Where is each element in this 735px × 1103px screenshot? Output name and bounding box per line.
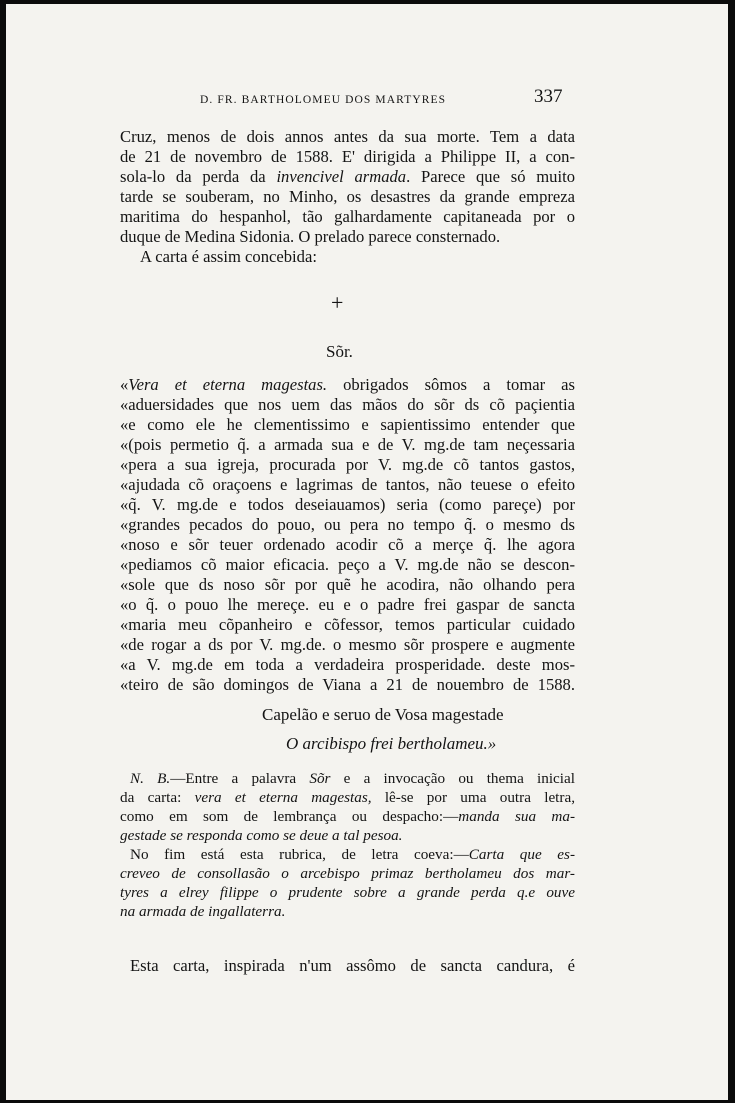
letter-line: «e como ele he clementissimo e sapientissimo entender que [120, 415, 575, 434]
note-text: No fim está esta rubrica, de letra coeva:— [130, 846, 469, 863]
note-italic: Sõr [309, 770, 331, 787]
letter-line: «teiro de são domingos de Viana a 21 de nouembro de 1588. [120, 675, 575, 694]
intro-line: duque de Medina Sidonia. O prelado parece consternado. [120, 227, 501, 246]
letter-signature [286, 734, 496, 754]
note-italic: vera et eterna magestas, [194, 789, 372, 806]
note-line [120, 807, 575, 827]
note-italic: Carta que es- [468, 846, 575, 863]
letter-line: «q̃. V. mg.de e todos deseiauamos) seria (como pareçe) por [120, 495, 575, 514]
letter-line: «maria meu cõpanheiro e cõfessor, temos particular cuidado [120, 615, 575, 634]
signature-text: O arcibispo frei bertholameu.» [286, 734, 497, 753]
note-text: lê-se por uma outra letra, [371, 789, 575, 806]
note-label: N. B. [130, 770, 171, 787]
note-italic: na armada de ingallaterra. [120, 903, 286, 920]
note-text: como em som de lembrança ou despacho:— [120, 808, 459, 825]
note-line [120, 883, 575, 903]
note-italic: creveo de consollasão o arcebispo primaz bertholameu dos mar- [120, 865, 575, 882]
letter-line: «a V. mg.de em toda a verdadeira prosperidade. deste mos- [120, 655, 575, 674]
note-line [130, 769, 575, 789]
final-line: Esta carta, inspirada n'um assômo de sancta candura, é [130, 956, 575, 975]
intro-line-text: sola-lo da perda da invencivel armada. Parece que só muito [120, 167, 575, 186]
running-header: D. FR. BARTHOLOMEU DOS MARTYRES [200, 94, 447, 106]
letter-line: «aduersidades que nos uem das mãos do sõr ds cõ paçientia [120, 395, 575, 414]
page-content [6, 4, 728, 1100]
book-page [6, 4, 728, 1100]
letter-line: «pediamos cõ maior eficacia. peço a V. mg.de não se descon- [120, 555, 575, 574]
letter-closing: Capelão e seruo de Vosa magestade [262, 705, 504, 724]
note-line [120, 902, 575, 922]
salutation: Sõr. [326, 342, 353, 361]
note-line [120, 788, 575, 808]
intro-line: A carta é assim concebida: [140, 247, 317, 266]
letter-line: «ajudada cõ oraçoens e lagrimas de tantos, não teuese o efeito [120, 475, 575, 494]
letter-line: «de rogar a ds por V. mg.de. o mesmo sõr prospere e augmente [120, 635, 575, 654]
letter-line: «pera a sua igreja, procurada por V. mg.de cõ tantos gastos, [120, 455, 575, 474]
note-italic: tyres a elrey filippe o prudente sobre a grande perda q.e ouve [120, 884, 575, 901]
intro-line: maritima do hespanhol, tão galhardamente capitaneada por o [120, 207, 575, 226]
note-line [120, 826, 575, 846]
intro-line: Cruz, menos de dois annos antes da sua morte. Tem a data [120, 127, 575, 146]
intro-line: tarde se souberam, no Minho, os desastres da grande empreza [120, 187, 575, 206]
letter-line: «(pois permetio q̃. a armada sua e de V. mg.de tam neçessaria [120, 435, 575, 454]
note-line [120, 864, 575, 884]
letter-line-first [120, 375, 575, 395]
note-text: da carta: [120, 789, 195, 806]
letter-line: «grandes pecados do pouo, ou pera no tempo q̃. o mesmo ds [120, 515, 575, 534]
note-italic: manda sua ma- [458, 808, 576, 825]
note-text: e a invocação ou thema inicial [330, 770, 575, 787]
letter-line: «sole que ds noso sõr por quẽ he acodira, não olhando pera [120, 575, 575, 594]
letter-line-rest: obrigados sômos a tomar as [327, 375, 575, 394]
note-line [130, 845, 575, 865]
letter-line: «o q̃. o pouo lhe mereçe. eu e o padre frei gaspar de sancta [120, 595, 575, 614]
note-italic: gestade se responda como se deue a tal pesoa. [120, 827, 403, 844]
intro-line [120, 167, 575, 187]
note-text: —Entre a palavra [170, 770, 310, 787]
cross-symbol: + [331, 290, 344, 315]
letter-invocation: Vera et eterna magestas. [128, 375, 328, 394]
quote-mark: « [120, 375, 129, 394]
letter-line: «noso e sõr teuer ordenado acodir cõ a merçe q̃. lhe agora [120, 535, 575, 554]
intro-line: de 21 de novembro de 1588. E' dirigida a Philippe II, a con- [120, 147, 575, 166]
page-number: 337 [534, 86, 563, 107]
